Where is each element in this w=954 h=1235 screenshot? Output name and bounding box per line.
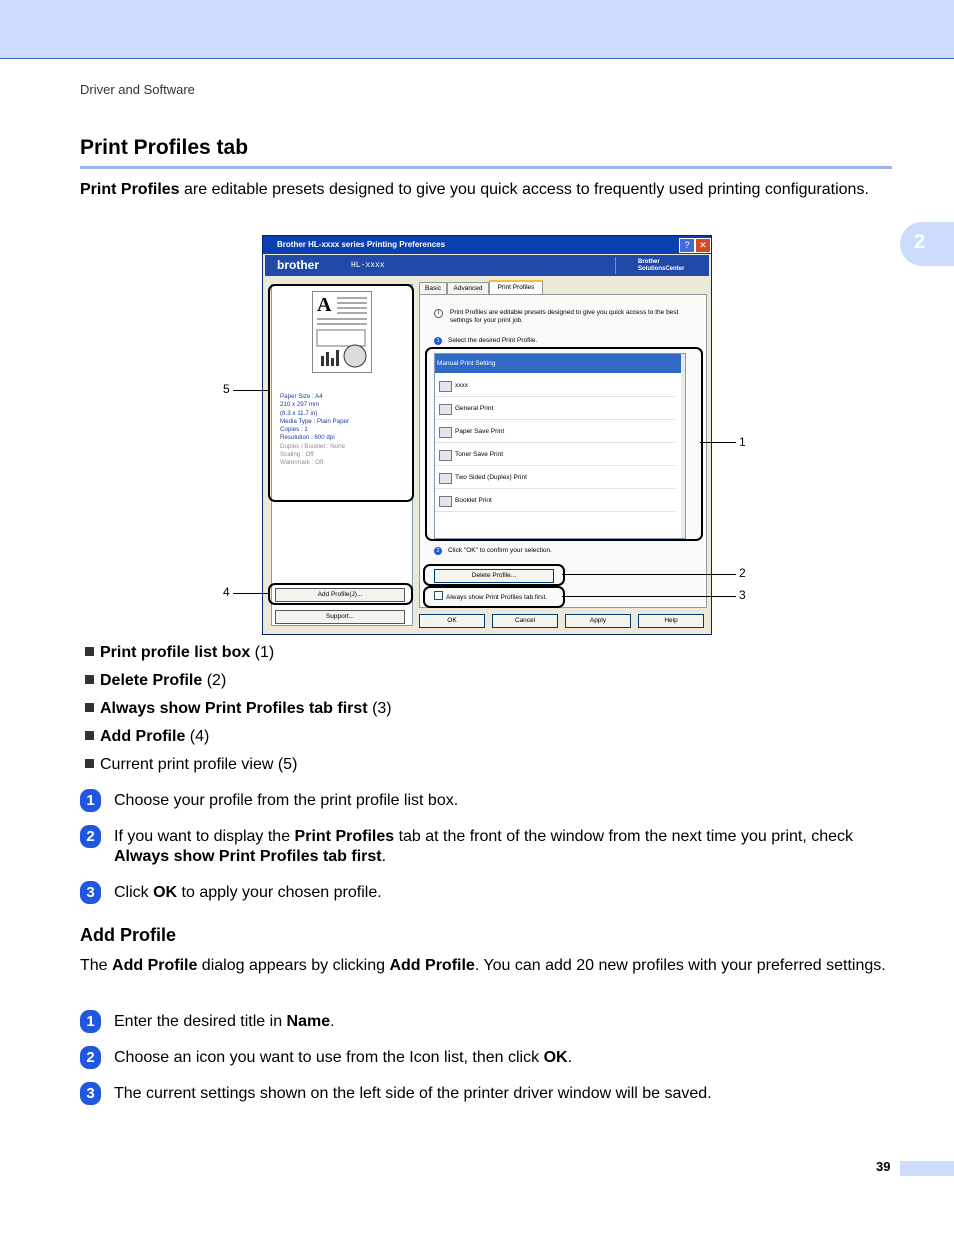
list-item[interactable]: Toner Save Print <box>435 444 675 466</box>
settings-list: Paper Size : A4 210 x 297 mm (8.3 x 11.7 in) Media Type : Plain Paper Copies : 1 Resolution : 600 dpi Duplex / Booklet : None Scaling : Off Watermark : Off <box>280 393 350 467</box>
section-title: Print Profiles tab <box>80 136 249 159</box>
preview-letter: A <box>317 294 332 316</box>
step-1-icon: 1 <box>434 337 442 345</box>
close-icon[interactable]: ✕ <box>695 238 711 253</box>
title-rule <box>80 166 892 169</box>
solutions-center-link[interactable]: Brother SolutionsCenter <box>615 257 707 274</box>
step-number: 1 <box>80 789 101 812</box>
callout-line-4 <box>233 593 269 594</box>
cancel-button[interactable]: Cancel <box>492 614 558 628</box>
tab-basic[interactable]: Basic <box>419 282 447 295</box>
list-item[interactable]: Paper Save Print <box>435 421 675 443</box>
help-button[interactable]: Help <box>638 614 704 628</box>
intro-paragraph: Print Profiles are editable presets designed to give you quick access to frequently used printing configurations. <box>80 181 869 198</box>
step-number: 3 <box>80 881 101 904</box>
page-number: 39 <box>876 1159 891 1174</box>
bullet-item: Delete Profile (2) <box>85 671 226 691</box>
tab-advanced[interactable]: Advanced <box>447 282 489 295</box>
highlight-delete-profile <box>423 564 565 586</box>
list-item[interactable]: Booklet Print <box>435 490 675 512</box>
step-number: 2 <box>80 825 101 848</box>
callout-5: 5 <box>223 382 230 396</box>
list-item-selected[interactable]: Manual Print Setting <box>435 354 681 373</box>
always-show-checkbox[interactable]: Always show Print Profiles tab first. <box>434 591 547 601</box>
callout-2: 2 <box>739 566 746 580</box>
bullet-item: Always show Print Profiles tab first (3) <box>85 699 392 719</box>
delete-profile-button[interactable]: Delete Profile... <box>434 569 554 583</box>
model-name: HL-xxxx <box>351 261 385 270</box>
info-text: i Print Profiles are editable presets designed to give you quick access to the best settings for your print job. <box>434 309 694 325</box>
step-number: 1 <box>80 1010 101 1033</box>
callout-4: 4 <box>223 585 230 599</box>
bullet-item: Current print profile view (5) <box>85 755 297 775</box>
step-number: 3 <box>80 1082 101 1105</box>
step-1-text: Select the desired Print Profile. <box>448 337 538 344</box>
callout-line-3 <box>562 596 736 597</box>
highlight-profile-view <box>268 284 414 502</box>
tab-print-profiles[interactable]: Print Profiles <box>489 280 543 296</box>
info-icon: i <box>434 309 443 318</box>
brother-logo: brother <box>277 258 319 272</box>
highlight-profile-list <box>425 347 703 541</box>
list-item[interactable]: xxxx <box>435 375 675 397</box>
bullet-item: Add Profile (4) <box>85 727 209 747</box>
callout-line-2 <box>562 574 736 575</box>
step-number: 2 <box>80 1046 101 1069</box>
add-profile-button[interactable]: Add Profile(J)... <box>275 588 405 602</box>
callout-1: 1 <box>739 435 746 449</box>
help-icon[interactable]: ? <box>679 238 695 253</box>
add-profile-paragraph: The Add Profile dialog appears by clicking Add Profile. You can add 20 new profiles with your preferred settings. <box>80 957 886 974</box>
list-item[interactable]: General Print <box>435 398 675 420</box>
header-band <box>0 0 954 59</box>
highlight-always-show <box>423 586 565 608</box>
ok-button[interactable]: OK <box>419 614 485 628</box>
page-number-bar <box>900 1161 954 1176</box>
callout-line-5 <box>233 390 269 391</box>
support-button[interactable]: Support... <box>275 610 405 624</box>
step-2-icon: 2 <box>434 547 442 555</box>
apply-button[interactable]: Apply <box>565 614 631 628</box>
brand-bar <box>265 255 709 276</box>
running-title: Driver and Software <box>80 82 195 97</box>
step-2-text: Click "OK" to confirm your selection. <box>448 547 552 554</box>
bullet-item: Print profile list box (1) <box>85 643 274 663</box>
callout-3: 3 <box>739 588 746 602</box>
callout-line-1 <box>700 442 736 443</box>
list-item[interactable]: Two Sided (Duplex) Print <box>435 467 675 489</box>
dialog-title: Brother HL-xxxx series Printing Preferences <box>263 236 711 254</box>
subsection-title: Add Profile <box>80 925 177 945</box>
chapter-tab <box>900 222 954 266</box>
chapter-number: 2 <box>914 231 926 253</box>
highlight-add-profile <box>268 583 413 605</box>
